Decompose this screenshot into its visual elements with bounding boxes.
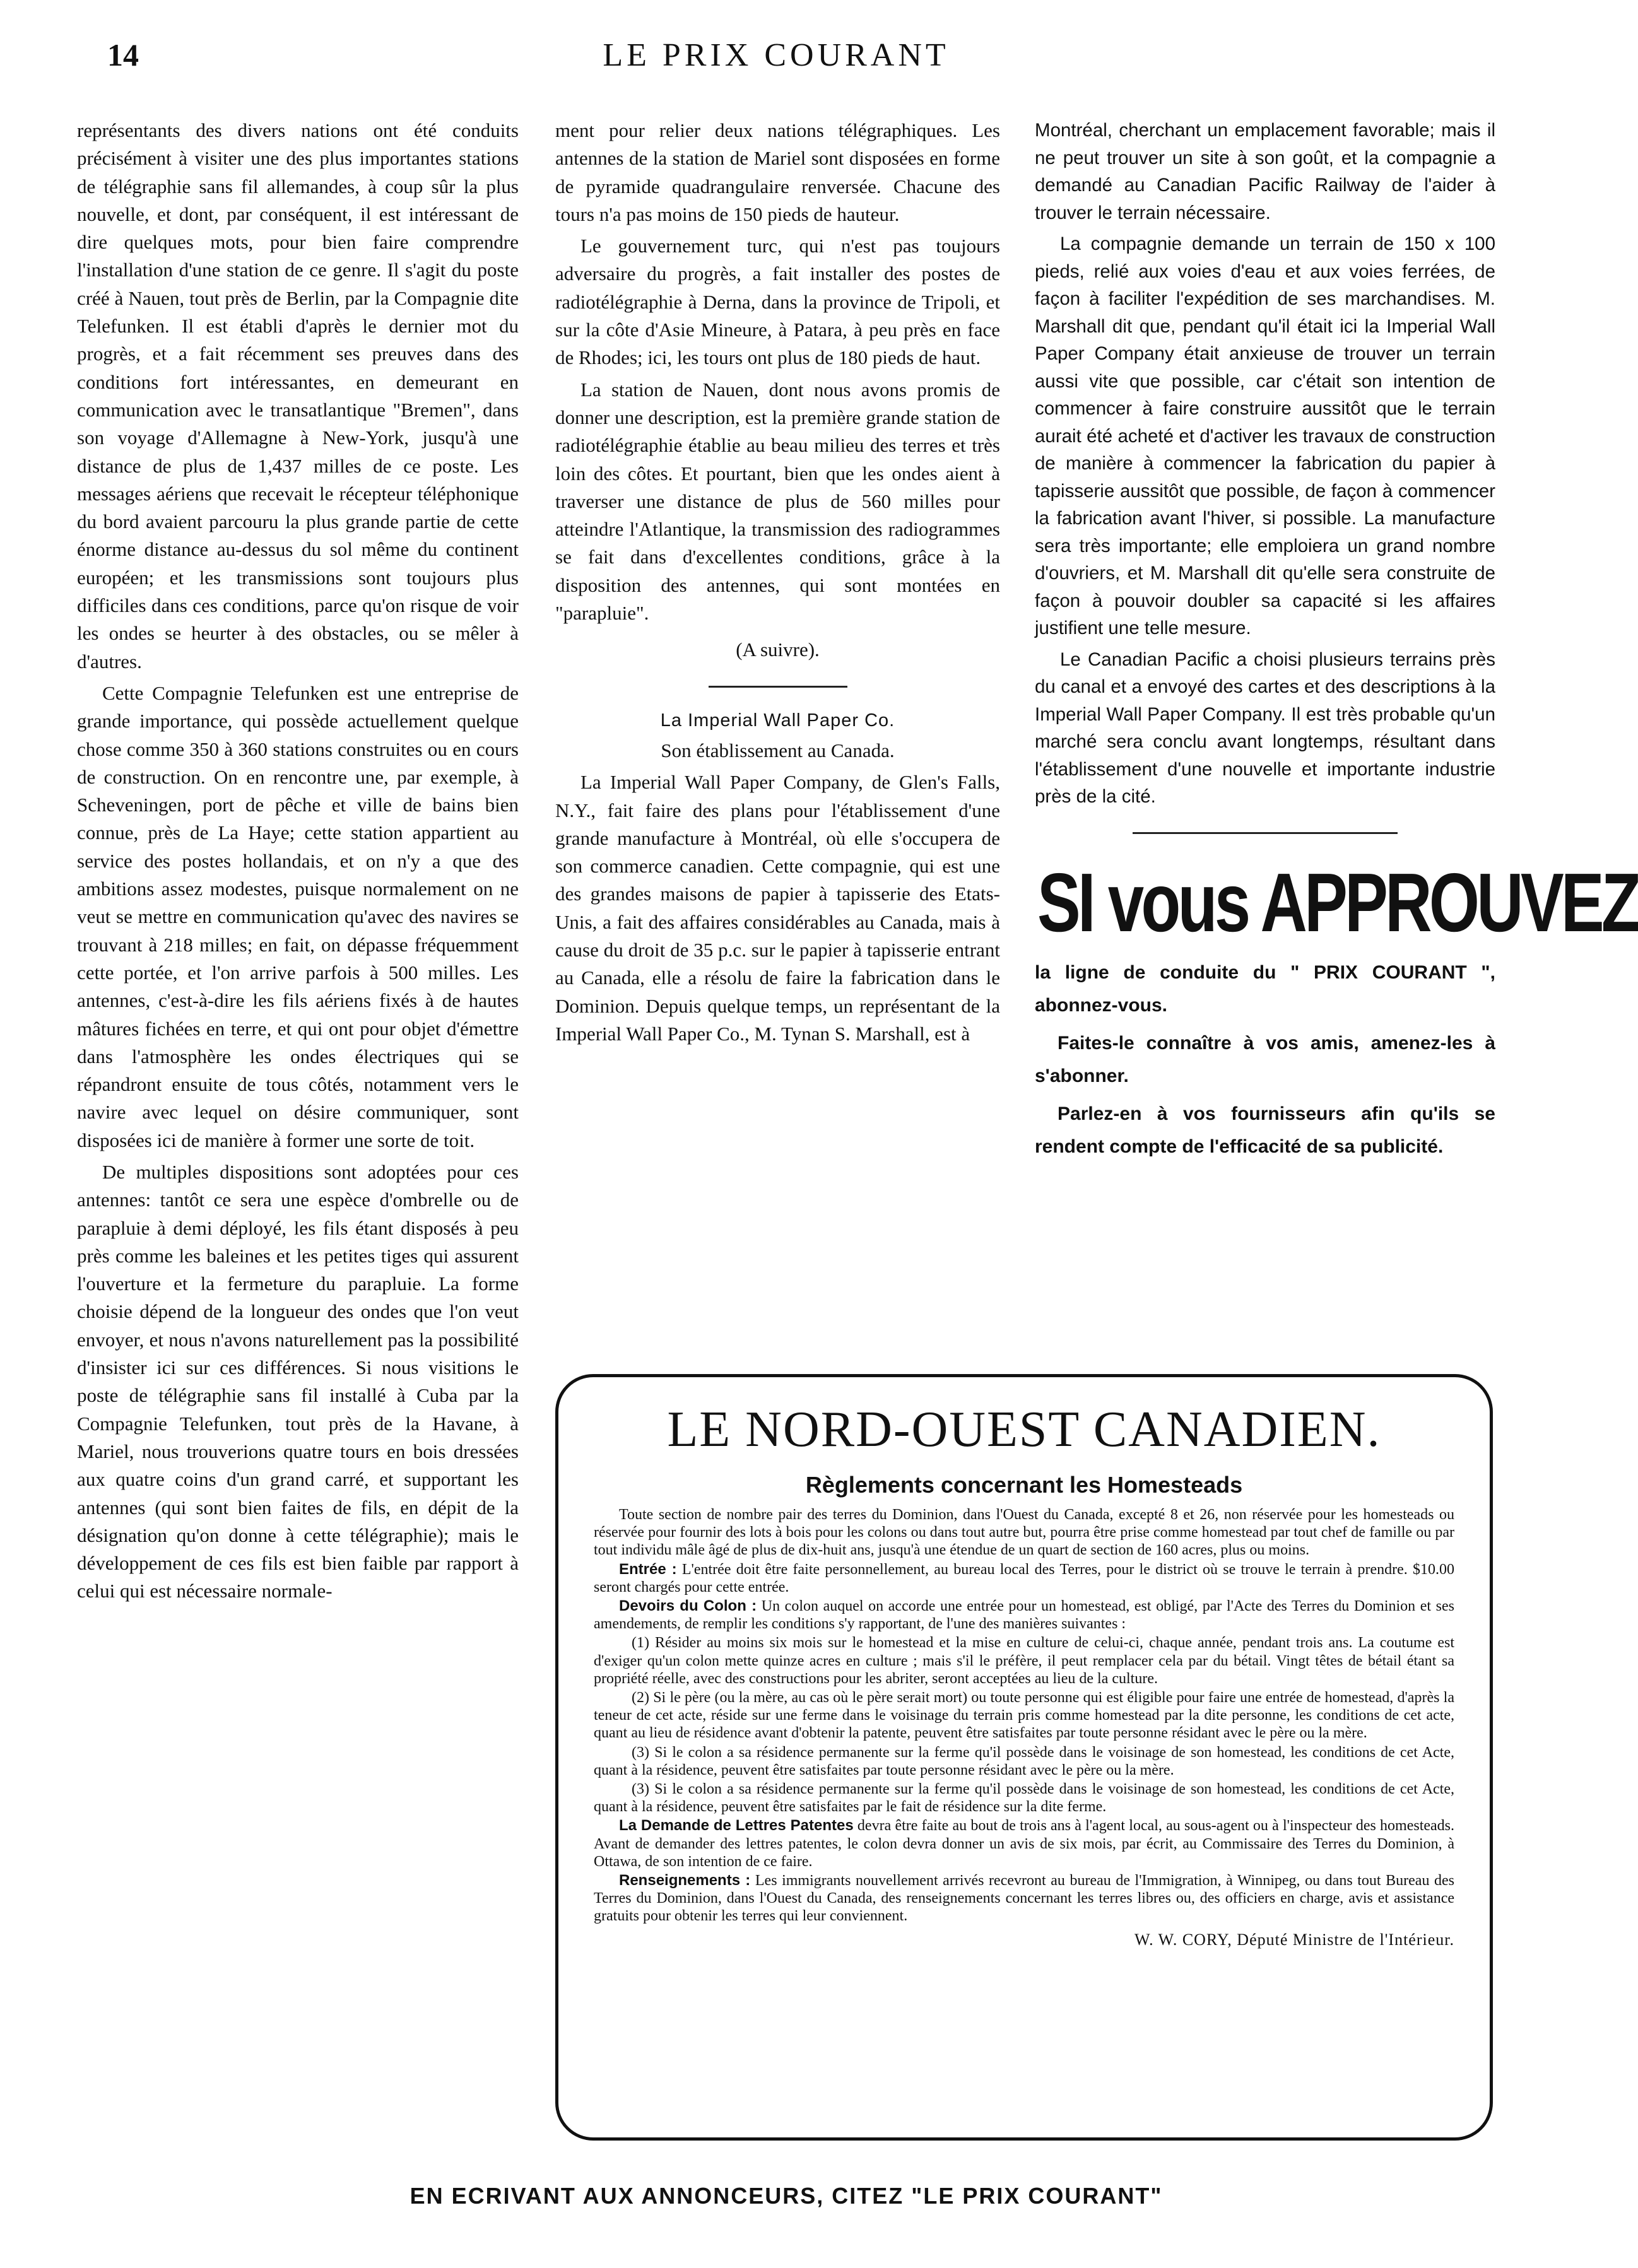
paragraph: De multiples dispositions sont adoptées pour ces antennes: tantôt ce sera une espèce d'ombrelle ou de parapluie à demi déployé, les fils étant disposés à peu près comme les baleines et les petites tiges qui assurent l'ouverture et la fermeture du parapluie. La forme choisie dépend de la longueur des ondes que l'on veut envoyer, et nous n'avons naturellement pas la possibilité d'insister ici sur ces différences. Si nous visitions le poste de télégraphie sans fil installé à Cuba par la Compagnie Telefunken, tout près de la Havane, à Mariel, nous trouverions quatre tours en bois dressées aux quatre coins d'un grand carré, et supportant les antennes (qui sont bien faites de fils, en dépit de la désignation qu'on donne à cette télégraphie); mais le développement de ces fils est bien faible par rapport à celui qui est nécessaire normale- <box>77 1160 519 1602</box>
page-number: 14 <box>107 37 139 73</box>
section-label: Entrée : <box>619 1560 677 1578</box>
subscription-ad <box>1035 855 1638 1163</box>
paragraph: La station de Nauen, dont nous avons promis de donner une description, est la première grande station de radiotélégraphie établie au beau milieu des terres et très loin des côtes. Et pourtant, bien que les ondes aient à traverser une distance de plus de 560 milles pour atteindre l'Atlantique, la transmission des radiogrammes se fait dans d'excellentes conditions, grâce à la disposition des antennes, qui sont montées en "parapluie". <box>555 378 1000 625</box>
paragraph: Montréal, cherchant un emplacement favorable; mais il ne peut trouver un site à son goût, et la compagnie a demandé au Canadian Pacific Railway de l'aider à trouver le terrain nécessaire. <box>1035 120 1495 223</box>
notice-body <box>594 1506 1454 1925</box>
column-3 <box>1035 117 1638 1168</box>
divider <box>709 686 847 688</box>
notice-subtitle: Règlements concernant les Homesteads <box>805 1472 1243 1498</box>
paragraph: représentants des divers nations ont été conduits précisément à visiter une des plus importantes stations de télégraphie sans fil allemandes, à coup sûr la plus nouvelle, et dont, par conséquent, il est intéressant de dire quelques mots, pour bien faire comprendre l'installation d'une station de ce genre. Il s'agit du poste créé à Nauen, tout près de Berlin, par la Compagnie dite Telefunken. Il est établi d'après le dernier mot du progrès, et a fait récemment ses preuves dans des conditions fort intéressantes, en demeurant en communication avec le transatlantique "Bremen", dans son voyage d'Allemagne à New-York, jusqu'à une distance de plus de 1,437 milles de ce poste. Les messages aériens que recevait le récepteur téléphonique du bord avaient parcouru la plus grande partie de cette énorme distance au-dessus du sol même du continent européen; et les transmissions sont toujours plus difficiles dans ces conditions, parce qu'on risque de voir les ondes se heurter à des obstacles, ou se mêler à d'autres. <box>77 119 519 673</box>
section-text: Un colon auquel on accorde une entrée pour un homestead, est obligé, par l'Acte des Terres du Dominion et ses amendements, de remplir les conditions s'y rapportant, de l'une des manières suivantes : <box>594 1598 1455 1633</box>
section-label: Renseignements : <box>619 1872 751 1889</box>
paragraph: Cette Compagnie Telefunken est une entreprise de grande importance, qui possède actuellement quelque chose comme 350 à 360 stations construites ou en cours de construction. On en rencontre une, par exemple, à Scheveningen, port de pêche et ville de bains bien connue, près de La Haye; cette station appartient au service des postes hollandais, et on n'y a que des ambitions assez modestes, puisque normalement on ne veut se mettre en communication qu'avec des navires se trouvant à 218 milles; en fait, on dépasse fréquemment cette portée, et l'on arrive parfois à 500 milles. Les antennes, c'est-à-dire les fils aériens fixés à de hautes mâtures fichées en terre, et qui ont pour objet d'émettre dans l'atmosphère les ondes électriques qui se répandront ensuite de tous côtés, notamment vers le navire avec lequel on désire communiquer, sont disposées ici de manière à former une sorte de toit. <box>77 681 519 1151</box>
column-2 <box>555 117 1000 1052</box>
paragraph: Le gouvernement turc, qui n'est pas toujours adversaire du progrès, a fait installer des postes de radiotélégraphie à Derna, dans la province de Tripoli, et sur la côte d'Asie Mineure, à Patara, à peu près en face de Rhodes; ici, les tours ont plus de 180 pieds de haut. <box>555 235 1000 369</box>
signature: W. W. CORY, Député Ministre de l'Intérieur. <box>1134 1930 1454 1949</box>
paragraph: Le Canadian Pacific a choisi plusieurs terrains près du canal et a envoyé des cartes et des descriptions à la Imperial Wall Paper Company. Il est très probable qu'un marché sera conclu avant longtemps, résultant dans l'établissement d'une nouvelle et importante industrie près de la cité. <box>1035 649 1495 807</box>
notice-item: (3) Si le colon a sa résidence permanente sur la ferme qu'il possède dans le voisinage de son homestead, les conditions de cet Acte, quant à la résidence, peuvent être satisfaites par toute personne résidant avec le père ou la mère. <box>594 1744 1454 1778</box>
publication-title: LE PRIX COURANT <box>603 37 950 73</box>
ad-line: Parlez-en à vos fournisseurs afin qu'ils se rendent compte de l'efficacité de sa publicité. <box>1035 1103 1495 1157</box>
column-1 <box>77 117 519 1609</box>
paragraph: La compagnie demande un terrain de 150 x 100 pieds, relié aux voies d'eau et aux voies ferrées, de façon à faciliter l'expédition de ses marchandises. M. Marshall dit que, pendant qu'il était ici la Imperial Wall Paper Company était anxieuse de trouver un terrain aussi vite que possible, car c'était son intention de commencer à faire construire aussitôt que le terrain aurait été acheté et d'activer les travaux de construction de manière à commencer la fabrication du papier à tapisserie aussitôt que possible, de façon à commencer la fabrication avant l'hiver, si possible. La manufacture sera très importante; elle emploiera un grand nombre d'ouvriers, et M. Marshall dit qu'elle sera construite de façon à pouvoir doubler sa capacité si les affaires justifient une telle mesure. <box>1035 233 1495 638</box>
notice-item: (1) Résider au moins six mois sur le homestead et la mise en culture de celui-ci, chaque année, pendant trois ans. La coutume est d'exiger qu'un colon mette quinze acres en culture ; mais s'il le préfère, il peut remplacer cela par du bétail. Vingt têtes de bétail étant sa propriété réelle, avec des constructions pour les abriter, seront acceptées au lieu de la culture. <box>594 1635 1454 1687</box>
notice-paragraph <box>594 1561 1454 1596</box>
ad-headline: SI vous APPROUVEZ <box>1037 855 1638 949</box>
notice-paragraph <box>594 1597 1454 1633</box>
notice-item: (2) Si le père (ou la mère, au cas où le père serait mort) ou toute personne qui est éligible pour faire une entrée de homestead, d'après la teneur de cet acte, réside sur une ferme dans le voisinage du terrain pris comme homestead par la dite personne, les conditions de cet acte, quant au lieu de résidence avant d'obtenir la patente, peuvent être satisfaites par toute personne résidant avec le père ou la mère. <box>594 1689 1454 1742</box>
divider <box>1133 832 1398 834</box>
article-subtitle: Son établissement au Canada. <box>661 739 895 761</box>
notice-paragraph <box>594 1872 1454 1925</box>
section-text: devra être faite au bout de trois ans à l'agent local, au sous-agent ou à l'inspecteur des homesteads. Avant de demander des lettres patentes, le colon devra donner un avis de six mois, par écrit, au Commissaire des Terres du Dominion, à Ottawa, de son intention de ce faire. <box>594 1818 1455 1870</box>
ad-line: la ligne de conduite du " PRIX COURANT ", abonnez-vous. <box>1035 961 1495 1016</box>
homestead-notice <box>555 1374 1493 2141</box>
paragraph: La Imperial Wall Paper Company, de Glen's Falls, N.Y., fait faire des plans pour l'établissement d'une grande manufacture à Montréal, où elle s'occupera de son commerce canadien. Cette compagnie, qui est une des grandes maisons de papier à tapisserie des Etats-Unis, a fait des affaires considérables au Canada, mais à cause du droit de 35 p.c. sur le papier à tapisserie entrant au Canada, elle a résolu de faire la fabrication dans le Dominion. Depuis quelque temps, un représentant de la Imperial Wall Paper Co., M. Tynan S. Marshall, est à <box>555 771 1000 1045</box>
notice-paragraph <box>594 1817 1454 1871</box>
notice-title: LE NORD-OUEST CANADIEN. <box>667 1402 1381 1457</box>
to-be-continued: (A suivre). <box>736 638 820 661</box>
section-label: Devoirs du Colon : <box>619 1597 757 1615</box>
section-label: La Demande de Lettres Patentes <box>619 1817 854 1835</box>
ad-line: Faites-le connaître à vos amis, amenez-les à s'abonner. <box>1035 1032 1495 1086</box>
footer-notice: EN ECRIVANT AUX ANNONCEURS, CITEZ "LE PRIX COURANT" <box>410 2183 1163 2209</box>
article-title: La Imperial Wall Paper Co. <box>660 710 895 731</box>
paragraph: ment pour relier deux nations télégraphiques. Les antennes de la station de Mariel sont disposées en forme de pyramide quadrangulaire renversée. Chacune des tours n'a pas moins de 150 pieds de hauteur. <box>555 119 1000 225</box>
section-text: L'entrée doit être faite personnellement, au bureau local des Terres, pour le district où se trouve le terrain à prendre. $10.00 seront chargés pour cette entrée. <box>594 1561 1455 1595</box>
notice-item: (3) Si le colon a sa résidence permanente sur la ferme qu'il possède dans le voisinage de son homestead, les conditions de cet Acte, quant à la résidence, peuvent être satisfaites par le fait de résidence sur la dite ferme. <box>594 1781 1454 1816</box>
section-text: Les immigrants nouvellement arrivés recevront au bureau de l'Immigration, à Winnipeg, ou dans tout Bureau des Terres du Dominion, dans l'Ouest du Canada, des renseignements concernant les terres libres ou, des officiers en charge, avis et assistance gratuits pour obtenir les terres qui leur conviennent. <box>594 1872 1455 1925</box>
notice-paragraph: Toute section de nombre pair des terres du Dominion, dans l'Ouest du Canada, excepté 8 et 26, non réservée pour les homesteads ou réservée pour fournir des lots à bois pour les colons ou dans tout autre but, pourra être prise comme homestead par tout chef de famille ou par tout individu mâle âgé de plus de dix-huit ans, jusqu'à une étendue de un quart de section de 160 acres, plus ou moins. <box>594 1507 1454 1559</box>
